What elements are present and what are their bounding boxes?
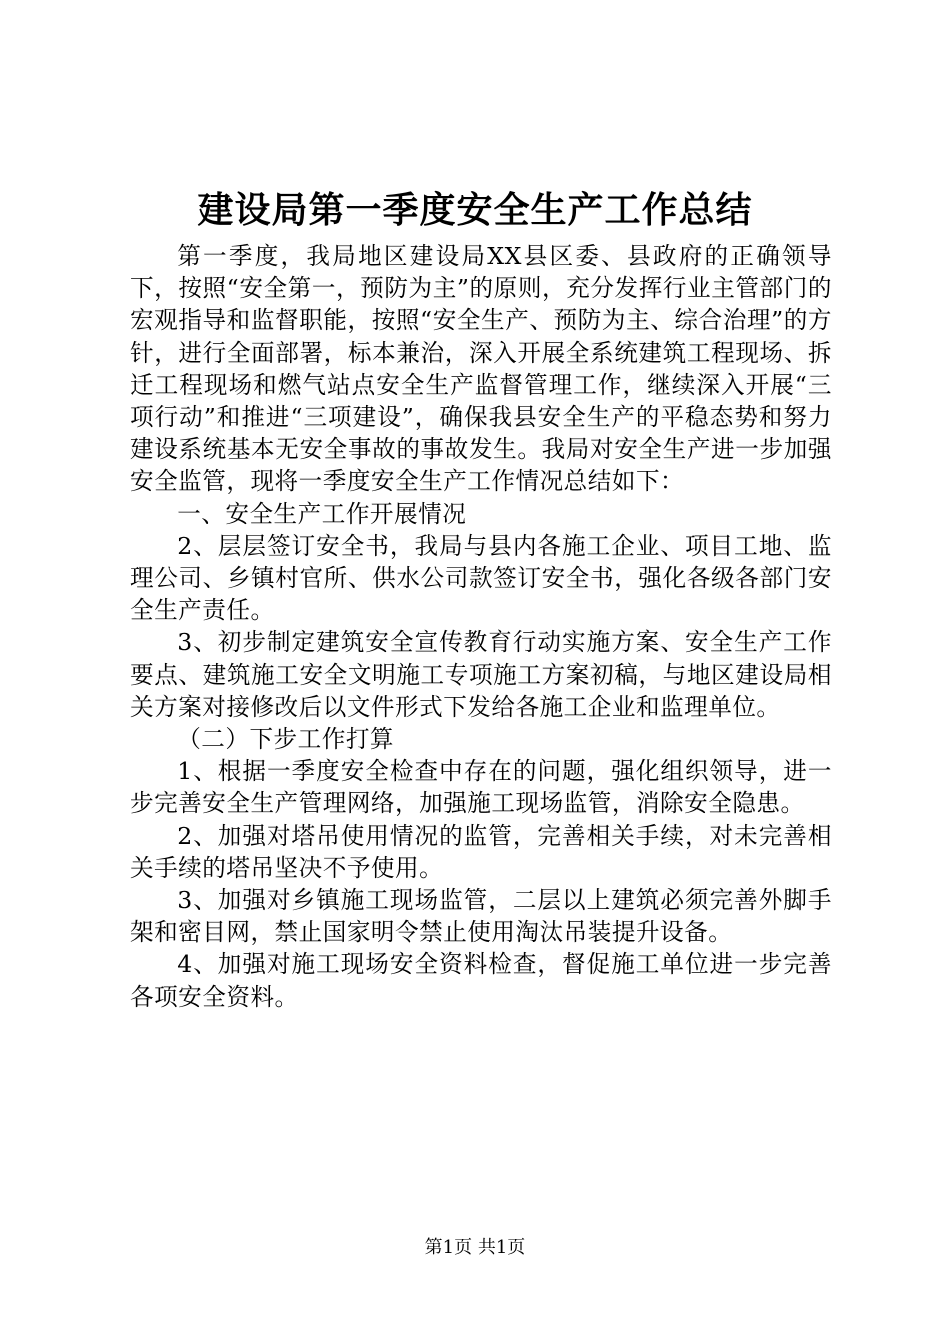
section-heading-2: （二）下步工作打算 <box>177 725 395 754</box>
paragraph-item-3: 3、初步制定建筑安全宣传教育行动实施方案、安全生产工作要点、建筑施工安全文明施工专项施工方案初稿，与地区建设局相关方案对接修改后以文件形式下发给各施工企业和监理单位。 <box>130 628 832 721</box>
paragraph-intro: 第一季度，我局地区建设局XX县区委、县政府的正确领导下，按照“安全第一，预防为主”的原则，充分发挥行业主管部门的宏观指导和监督职能，按照“安全生产、预防为主、综合治理”的方针，进行全面部署，标本兼治，深入开展全系统建筑工程现场、拆迁工程现场和燃气站点安全生产监督管理工作，继续深入开展“三项行动”和推进“三项建设”，确保我县安全生产的平稳态势和努力建设系统基本无安全事故的事故发生。我局对安全生产进一步加强安全监管，现将一季度安全生产工作情况总结如下： <box>130 242 832 496</box>
section-heading-1: 一、安全生产工作开展情况 <box>177 499 467 528</box>
document-body <box>130 240 832 1013</box>
plan-item-1: 1、根据一季度安全检查中存在的问题，强化组织领导，进一步完善安全生产管理网络，加强施工现场监管，消除安全隐患。 <box>130 757 832 818</box>
plan-item-4: 4、加强对施工现场安全资料检查，督促施工单位进一步完善各项安全资料。 <box>130 950 832 1011</box>
page-footer: 第1页 共1页 <box>424 1237 526 1258</box>
document-title: 建设局第一季度安全生产工作总结 <box>197 189 753 231</box>
paragraph-item-2: 2、层层签订安全书，我局与县内各施工企业、项目工地、监理公司、乡镇村官所、供水公司款签订安全书，强化各级各部门安全生产责任。 <box>130 531 832 625</box>
plan-item-3: 3、加强对乡镇施工现场监管，二层以上建筑必须完善外脚手架和密目网，禁止国家明令禁止使用淘汰吊装提升设备。 <box>130 886 832 947</box>
plan-item-2: 2、加强对塔吊使用情况的监管，完善相关手续，对未完善相关手续的塔吊坚决不予使用。 <box>130 821 832 882</box>
